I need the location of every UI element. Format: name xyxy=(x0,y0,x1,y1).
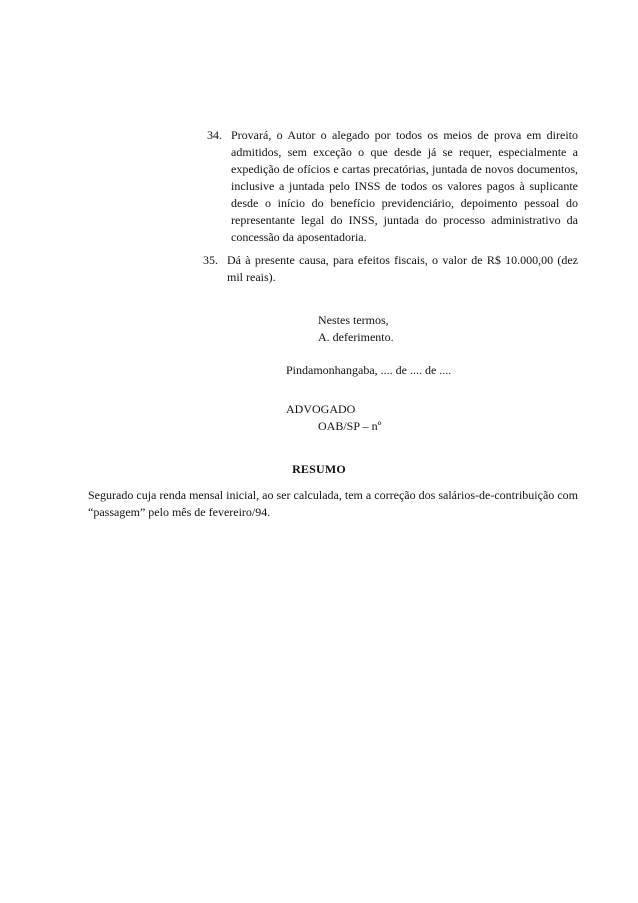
signature-oab: OAB/SP – nº xyxy=(318,419,382,433)
closing-request: A. deferimento. xyxy=(318,330,394,344)
closing-terms: Nestes termos, xyxy=(318,313,389,327)
paragraph-number: 35. xyxy=(203,253,218,267)
numbered-paragraph-35 xyxy=(203,252,578,286)
numbered-paragraph-34 xyxy=(207,127,578,246)
summary-text: Segurado cuja renda mensal inicial, ao ser calculada, tem a correção dos salários-de-contribuição com “passagem” pelo mês de fevereiro/94. xyxy=(88,488,578,519)
signature-role: ADVOGADO xyxy=(286,402,356,416)
summary-heading: RESUMO xyxy=(292,462,346,476)
paragraph-text: Provará, o Autor o alegado por todos os meios de prova em direito admitidos, sem exceção o que desde já se requer, especialmente a expedição de ofícios e cartas precatórias, juntada de novos documentos, inclusive a juntada pelo INSS de todos os valores pagos à suplicante desde o início do benefício previdenciário, depoimento pessoal do representante legal do INSS, juntada do processo administrativo da concessão da aposentadoria. xyxy=(231,128,578,244)
place-and-date: Pindamonhangaba, .... de .... de .... xyxy=(286,363,452,377)
paragraph-text: Dá à presente causa, para efeitos fiscais, o valor de R$ 10.000,00 (dez mil reais). xyxy=(227,253,578,284)
paragraph-number: 34. xyxy=(207,128,222,142)
